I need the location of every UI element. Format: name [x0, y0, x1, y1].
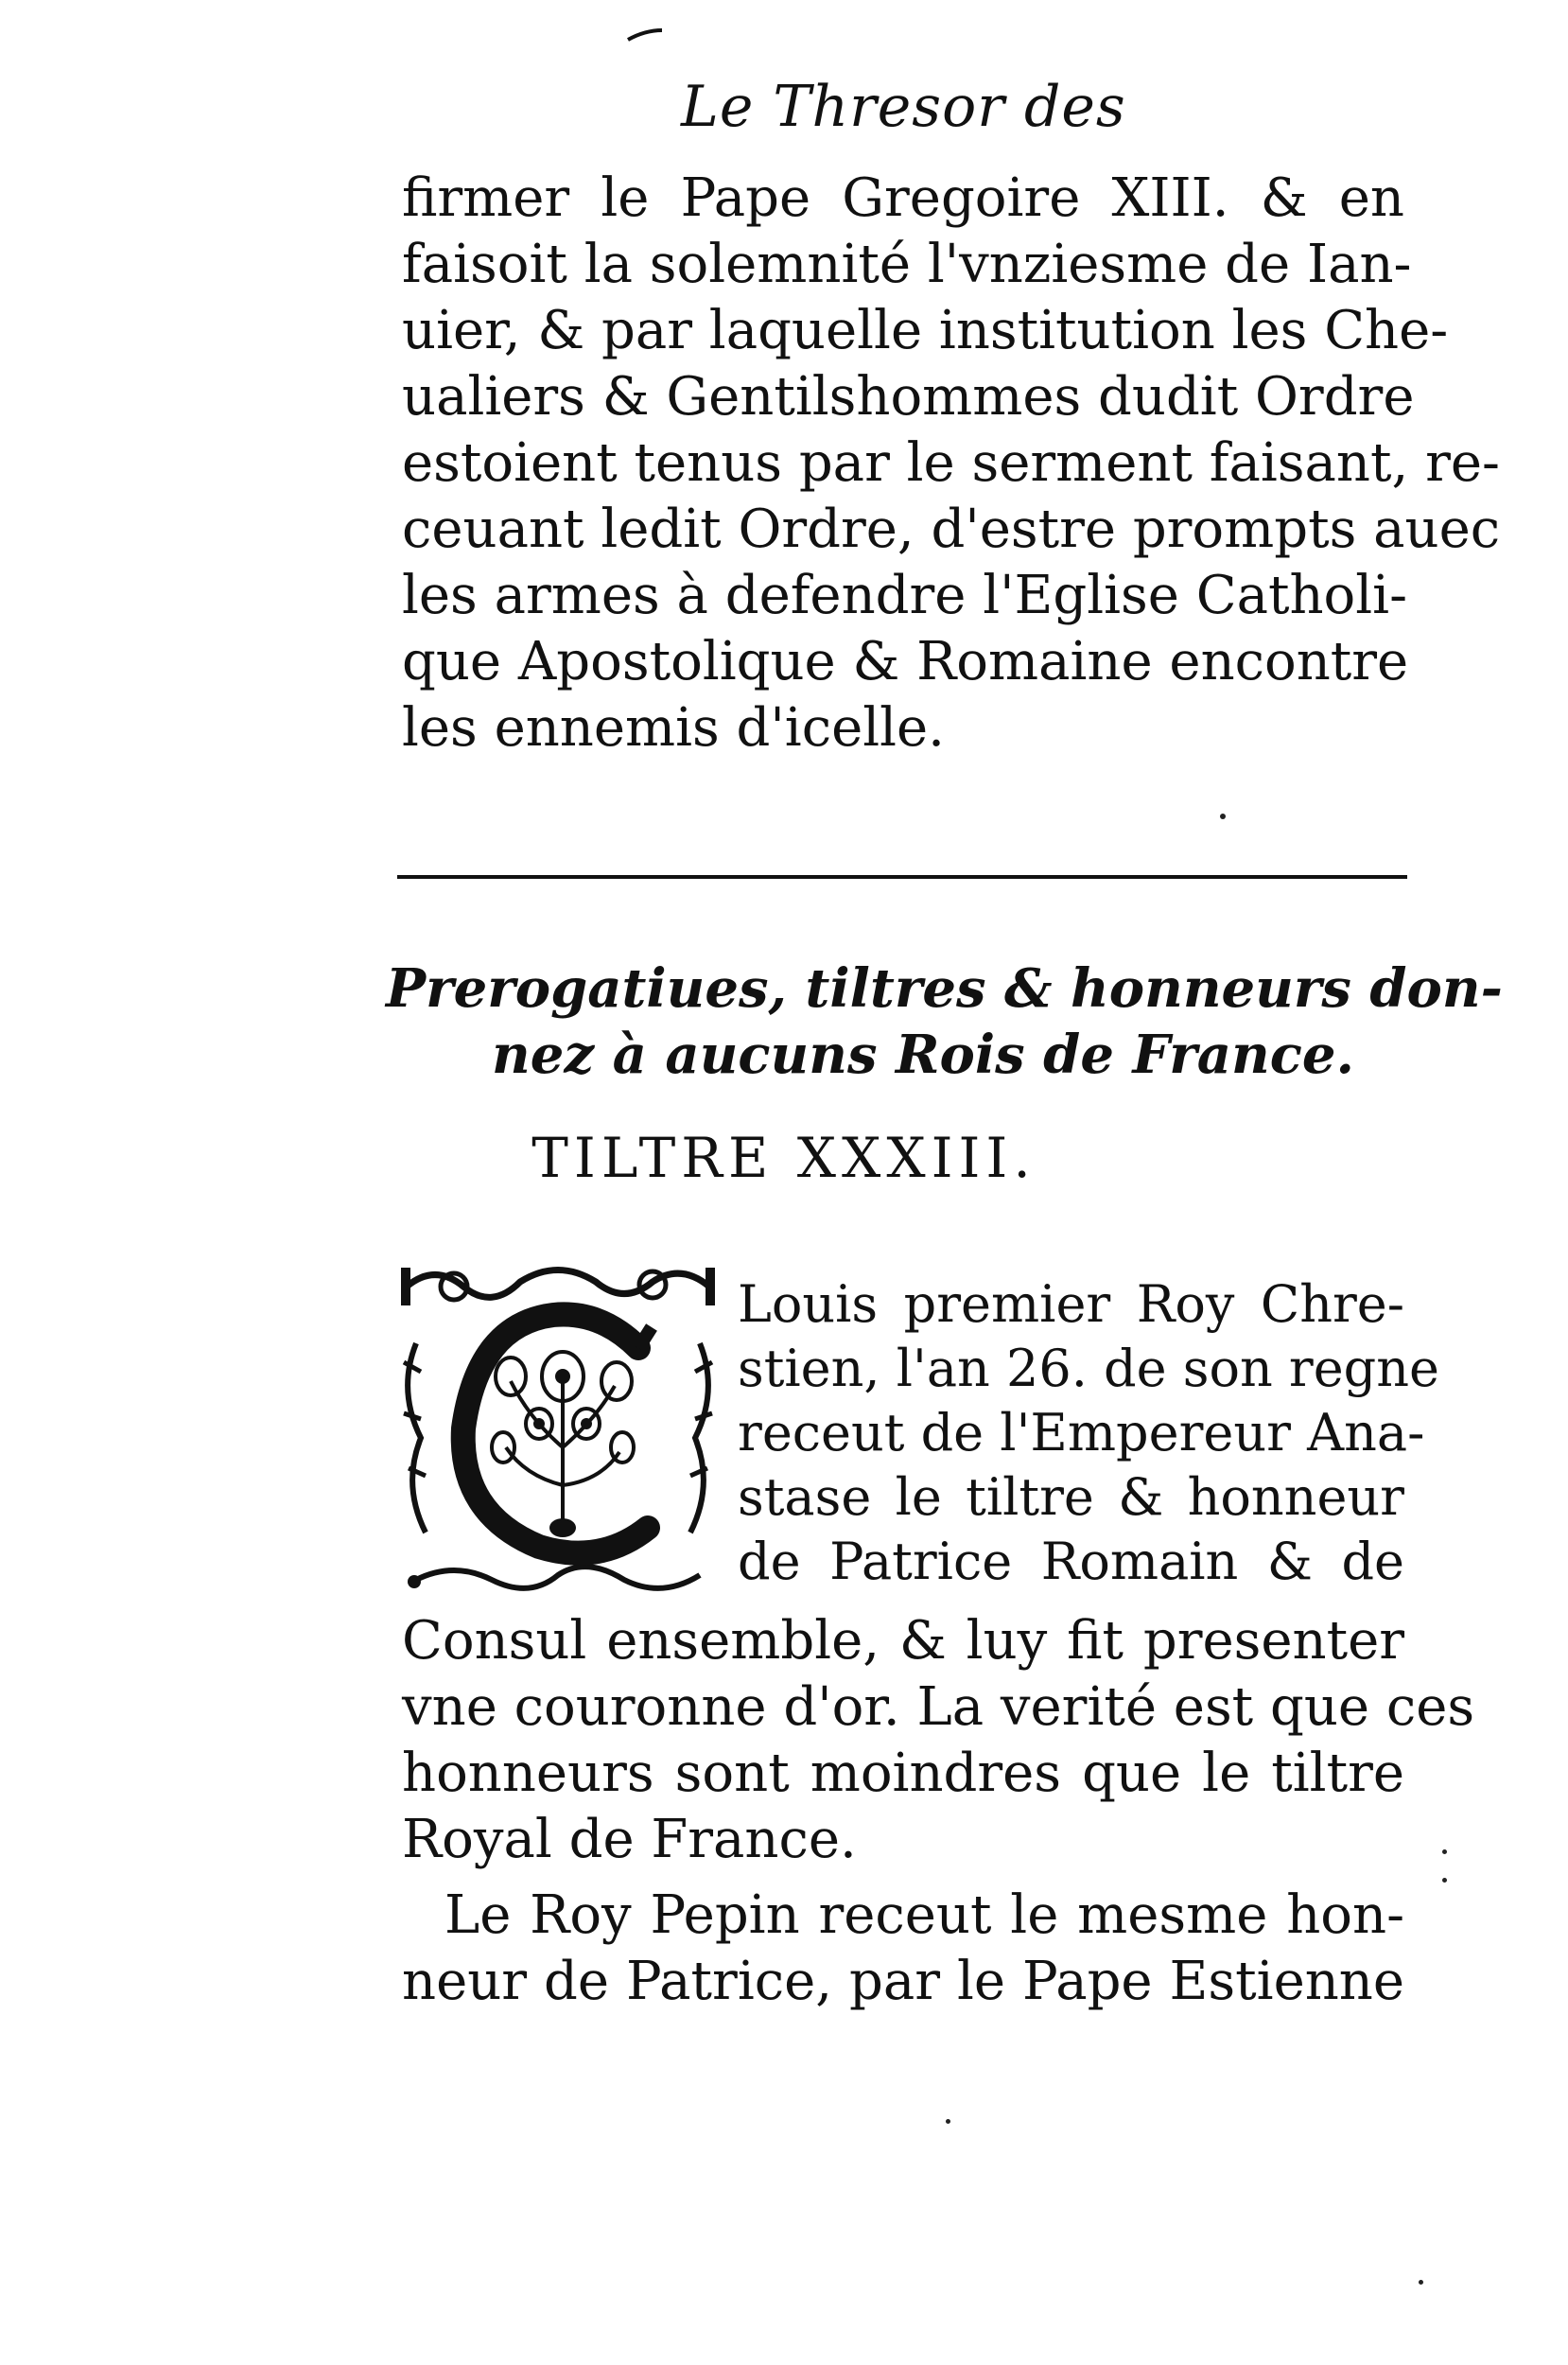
text-line: que Apostolique & Romaine encontre [402, 631, 1409, 692]
text-line: les ennemis d'icelle. [402, 697, 945, 759]
text-line: les armes à defendre l'Eglise Catholi- [402, 565, 1407, 626]
text-line: stase le tiltre & honneur [738, 1467, 1404, 1527]
section-title-line: Prerogatiues, tiltres & honneurs don- [386, 957, 1503, 1020]
ink-speck [1220, 814, 1226, 819]
text-line: neur de Patrice, par le Pape Estienne [402, 1951, 1404, 2012]
text-line: de Patrice Romain & de [738, 1532, 1404, 1591]
running-head: Le Thresor des [681, 74, 1126, 140]
text-line: honneurs sont moindres que le tiltre [402, 1743, 1404, 1804]
ink-speck [1442, 1878, 1447, 1883]
text-line: Royal de France. [402, 1809, 857, 1870]
section-title-line: nez à aucuns Rois de France. [492, 1024, 1354, 1086]
ink-speck [1442, 1849, 1447, 1854]
text-line: estoient tenus par le serment faisant, re- [402, 432, 1500, 494]
chapter-heading: TILTRE XXXIII. [531, 1126, 1037, 1190]
text-line: receut de l'Empereur Ana- [738, 1403, 1425, 1463]
text-line: ualiers & Gentilshommes dudit Ordre [402, 366, 1415, 428]
ink-speck [946, 2119, 950, 2124]
text-line: faisoit la solemnité l'vnziesme de Ian- [402, 234, 1412, 295]
text-line: Consul ensemble, & luy fit presenter [402, 1610, 1404, 1672]
text-line: Louis premier Roy Chre- [738, 1274, 1404, 1334]
ink-speck [1419, 2280, 1423, 2285]
text-line: ceuant ledit Ordre, d'estre prompts auec [402, 499, 1501, 560]
text-line: vne couronne d'or. La verité est que ces [402, 1676, 1475, 1738]
decorated-initial-icon [397, 1258, 719, 1603]
ink-mark [626, 28, 664, 42]
text-line: stien, l'an 26. de son regne [738, 1339, 1439, 1398]
text-line: firmer le Pape Gregoire XIII. & en [402, 167, 1404, 229]
text-line: uier, & par laquelle institution les Che- [402, 300, 1449, 361]
section-rule [397, 875, 1407, 879]
text-line: Le Roy Pepin receut le mesme hon- [444, 1884, 1404, 1946]
